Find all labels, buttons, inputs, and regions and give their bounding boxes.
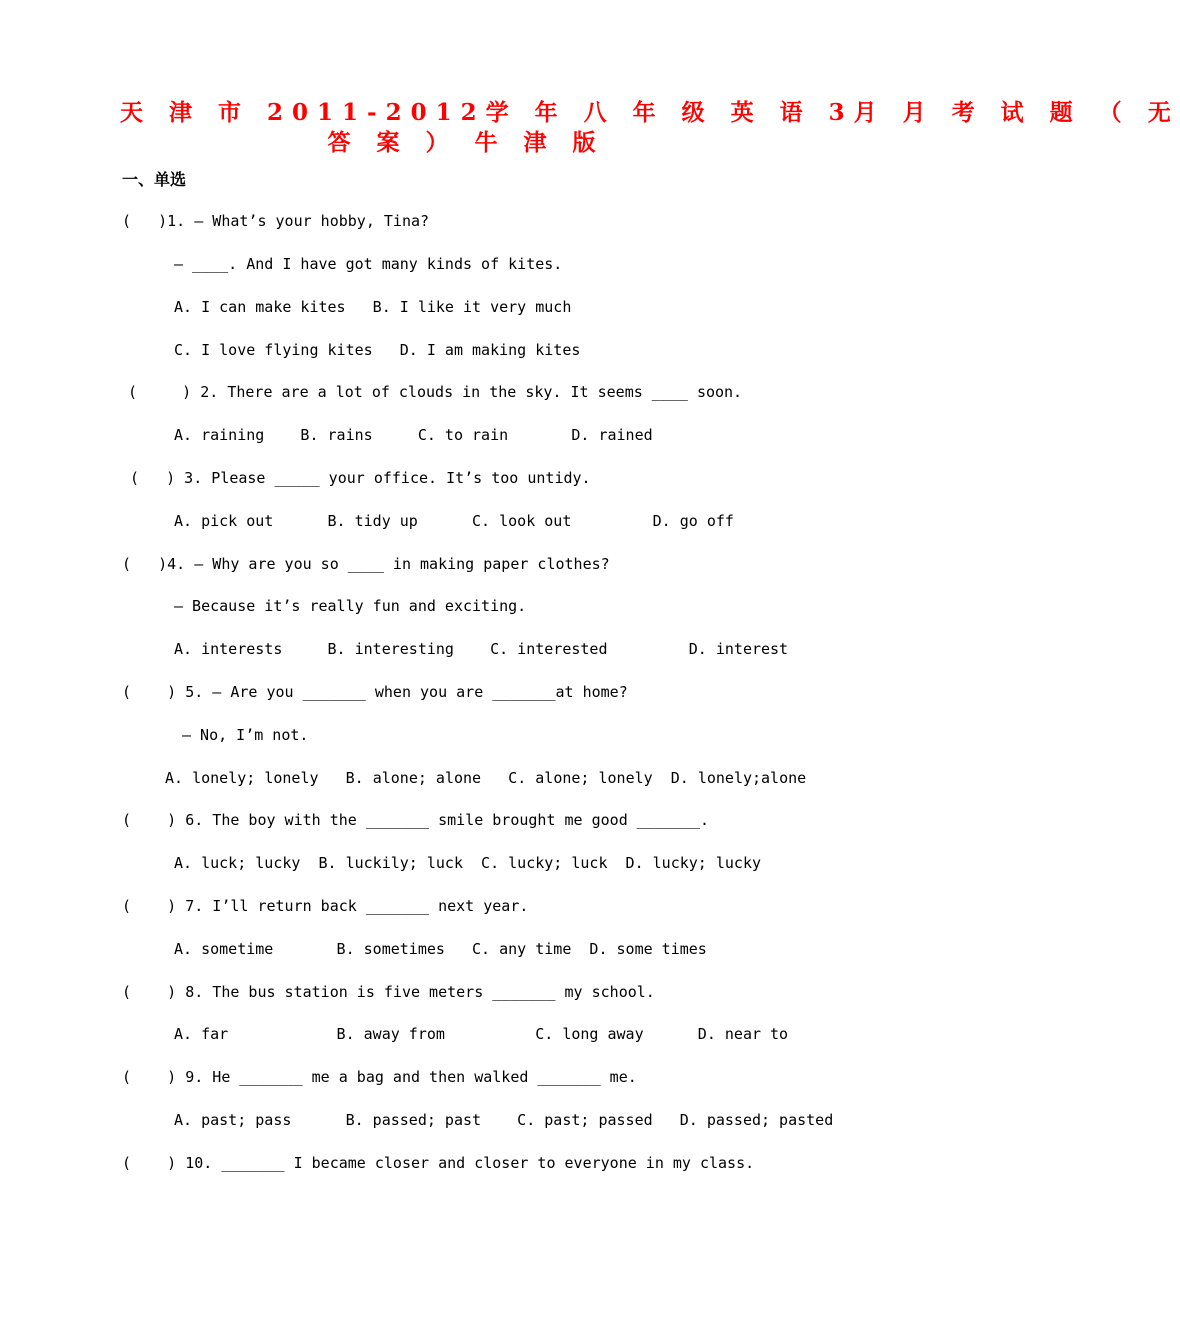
question-2-options: A. raining B. rains C. to rain D. rained <box>174 426 653 444</box>
question-5: ( ) 5. — Are you _______ when you are _______at home? <box>122 683 628 701</box>
document-title <box>120 98 1180 158</box>
question-5-reply: — No, I’m not. <box>182 726 309 744</box>
question-7: ( ) 7. I’ll return back _______ next year. <box>122 897 529 915</box>
question-4-options: A. interests B. interesting C. interested D. interest <box>174 640 789 658</box>
question-1: ( )1. — What’s your hobby, Tina? <box>122 212 430 230</box>
title-line-1: 天 津 市 2011-2012学 年 八 年 级 英 语 3月 月 考 试 题 （ 无 <box>120 99 1180 126</box>
question-4: ( )4. — Why are you so ____ in making paper clothes? <box>122 555 610 573</box>
section-heading: 一、单选 <box>122 170 187 189</box>
question-9-options: A. past; pass B. passed; past C. past; passed D. passed; pasted <box>174 1111 834 1129</box>
question-8: ( ) 8. The bus station is five meters _______ my school. <box>122 983 655 1001</box>
question-10: ( ) 10. _______ I became closer and closer to everyone in my class. <box>122 1154 755 1172</box>
question-8-options: A. far B. away from C. long away D. near to <box>174 1025 789 1043</box>
title-line-2: 答 案 ） 牛 津 版 <box>327 129 605 156</box>
question-7-options: A. sometime B. sometimes C. any time D. some times <box>174 940 707 958</box>
question-2: ( ) 2. There are a lot of clouds in the sky. It seems ____ soon. <box>128 383 743 401</box>
question-3-options: A. pick out B. tidy up C. look out D. go off <box>174 512 734 530</box>
question-5-options: A. lonely; lonely B. alone; alone C. alone; lonely D. lonely;alone <box>165 769 807 787</box>
question-9: ( ) 9. He _______ me a bag and then walked _______ me. <box>122 1068 637 1086</box>
question-1-options-ab: A. I can make kites B. I like it very much <box>174 298 572 316</box>
question-3: ( ) 3. Please _____ your office. It’s too untidy. <box>130 469 591 487</box>
question-1-options-cd: C. I love flying kites D. I am making kites <box>174 341 581 359</box>
question-6-options: A. luck; lucky B. luckily; luck C. lucky; luck D. lucky; lucky <box>174 854 761 872</box>
question-1-reply: — ____. And I have got many kinds of kites. <box>174 255 563 273</box>
question-6: ( ) 6. The boy with the _______ smile brought me good _______. <box>122 811 709 829</box>
question-4-reply: — Because it’s really fun and exciting. <box>174 597 527 615</box>
